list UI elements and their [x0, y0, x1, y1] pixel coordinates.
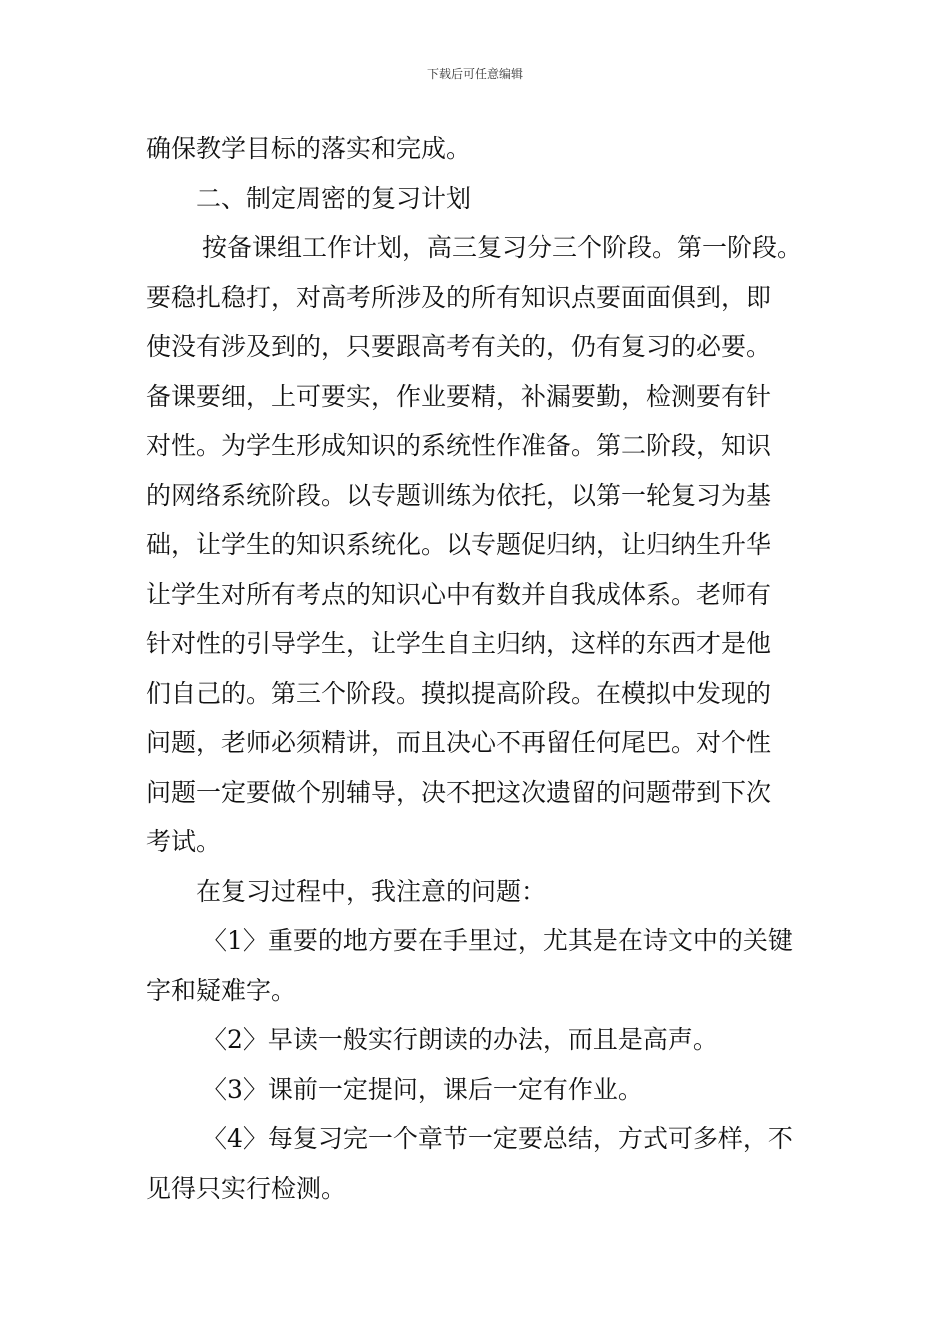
list-item: 〈4〉每复习完一个章节一定要总结，方式可多样，不: [202, 1124, 793, 1153]
list-item-continuation: 见得只实行检测。: [146, 1173, 347, 1203]
list-item: 〈2〉早读一般实行朗读的办法，而且是高声。: [202, 1025, 718, 1054]
section-heading: 二、制定周密的复习计划: [196, 183, 472, 213]
paragraph-line: 对性。为学生形成知识的系统性作准备。第二阶段，知识: [146, 431, 772, 460]
list-item: 〈3〉课前一定提问，课后一定有作业。: [202, 1074, 643, 1104]
paragraph-line: 针对性的引导学生，让学生自主归纳，这样的东西才是他: [146, 629, 772, 658]
paragraph-line: 备课要细，上可要实，作业要精，补漏要勤，检测要有针: [146, 381, 772, 411]
paragraph-line: 确保教学目标的落实和完成。: [146, 134, 472, 163]
paragraph-line: 按备课组工作计划，高三复习分三个阶段。第一阶段。: [202, 233, 803, 262]
paragraph-line: 问题，老师必须精讲，而且决心不再留任何尾巴。对个性: [146, 728, 772, 757]
document-body: [146, 124, 826, 1213]
paragraph-line: 础，让学生的知识系统化。以专题促归纳，让归纳生升华: [146, 530, 772, 559]
paragraph-line: 考试。: [146, 827, 222, 856]
paragraph-line: 要稳扎稳打，对高考所涉及的所有知识点要面面俱到，即: [146, 282, 772, 312]
paragraph-line: 让学生对所有考点的知识心中有数并自我成体系。老师有: [146, 579, 772, 609]
paragraph-line: 使没有涉及到的，只要跟高考有关的，仍有复习的必要。: [146, 332, 772, 361]
paragraph-line: 问题一定要做个别辅导，决不把这次遗留的问题带到下次: [146, 777, 772, 807]
paragraph-line: 们自己的。第三个阶段。摸拟提高阶段。在模拟中发现的: [146, 678, 772, 708]
paragraph-line: 的网络系统阶段。以专题训练为依托，以第一轮复习为基: [146, 480, 772, 510]
paragraph-line: 在复习过程中，我注意的问题：: [196, 876, 547, 906]
page-header: 下载后可任意编辑: [426, 67, 523, 81]
list-item: 〈1〉重要的地方要在手里过，尤其是在诗文中的关键: [202, 926, 793, 955]
list-item-continuation: 字和疑难字。: [146, 975, 297, 1005]
